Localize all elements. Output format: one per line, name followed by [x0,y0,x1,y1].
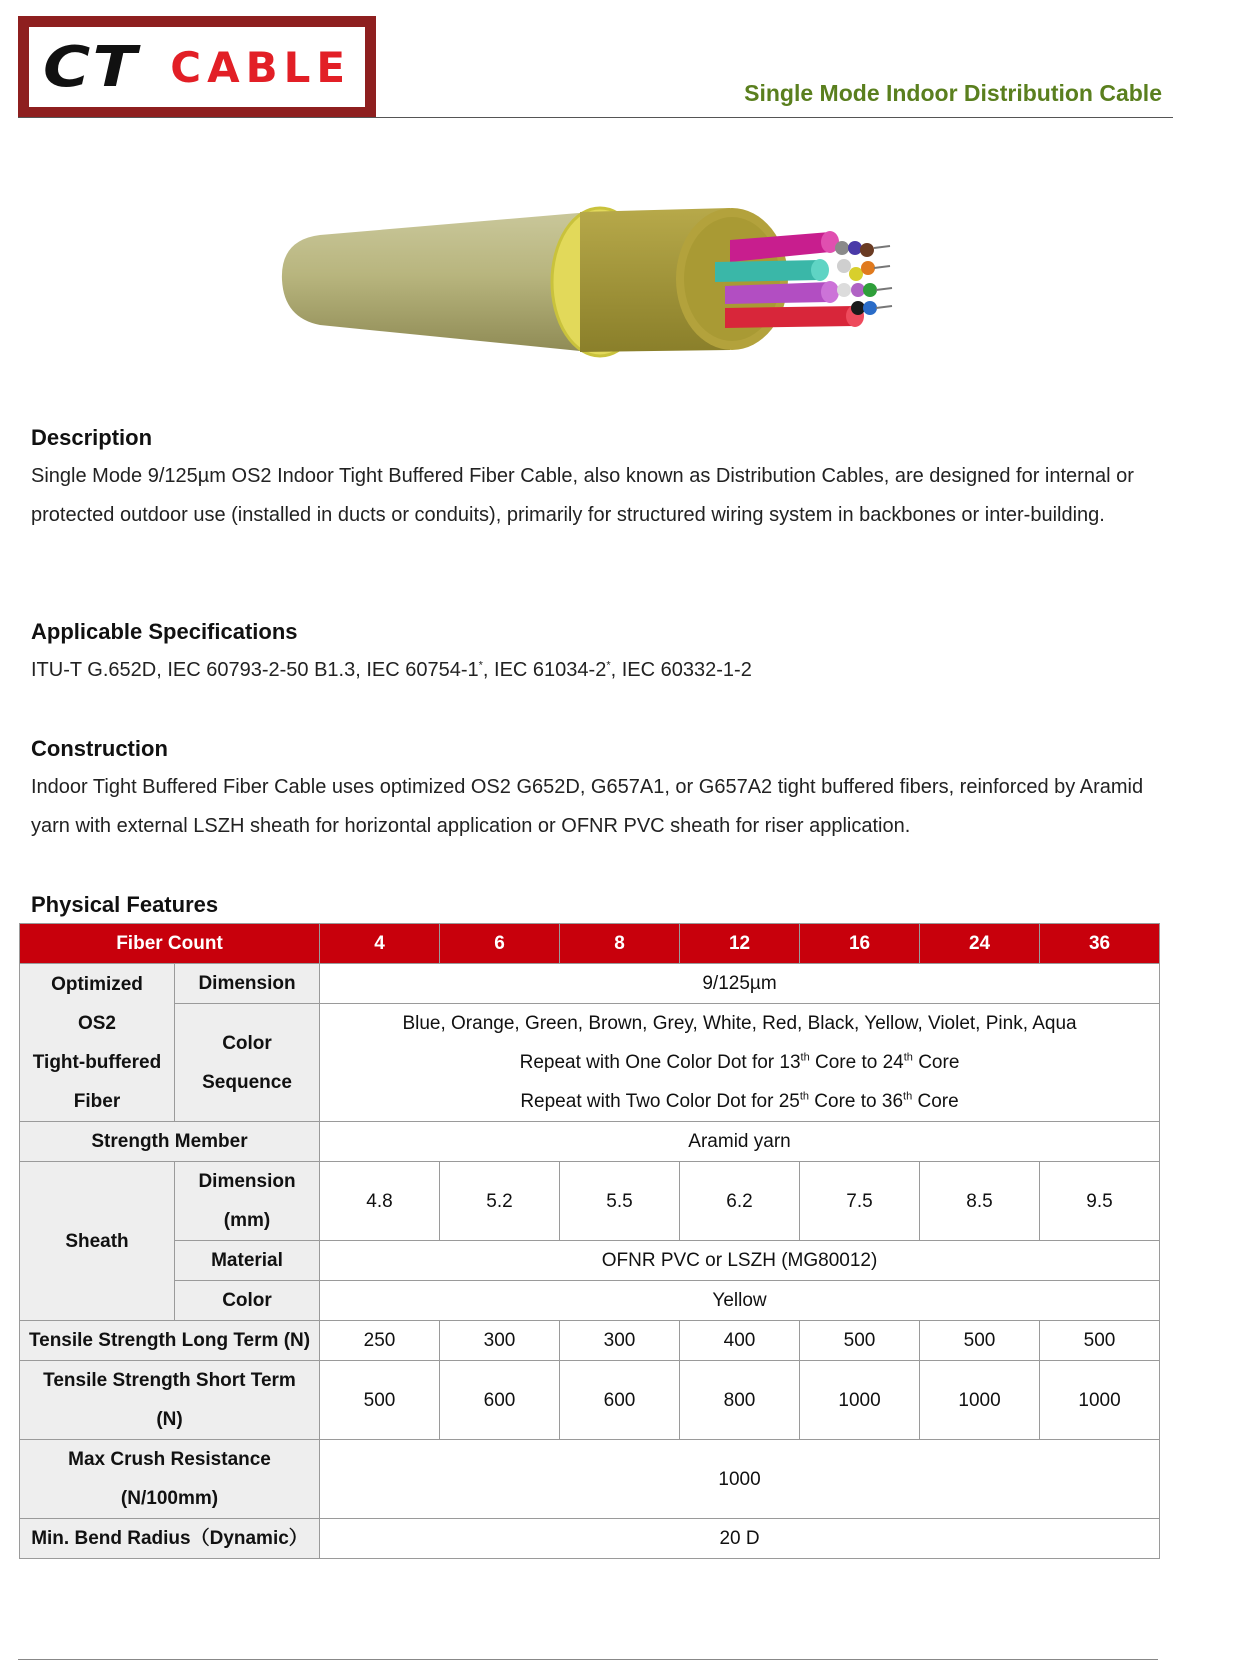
fiber-count-cell: 36 [1040,924,1160,964]
sheath-color-label: Color [175,1281,320,1321]
logo-ct-text: CT [43,34,139,100]
table-row [20,1241,1160,1281]
table-row [20,1519,1160,1559]
fiber-count-cell: 16 [800,924,920,964]
material-label: Material [175,1241,320,1281]
tensile-short-label [20,1361,320,1440]
tensile-short-label-line: Tensile Strength Short Term [43,1370,296,1391]
physical-features-heading: Physical Features [31,892,219,917]
construction-text: Indoor Tight Buffered Fiber Cable uses optimized OS2 G652D, G657A1, or G657A2 tight buffered fibers, reinforced by Aramid yarn with external LSZH sheath for horizontal application or OFNR PVC sheath for riser application. [31,776,1144,837]
text-part: Core [912,1052,960,1073]
sheath-dimension-cell: 7.5 [800,1162,920,1241]
logo-cable-text: CABLE [170,42,352,92]
fiber-group-line: OS2 [77,1012,117,1034]
specifications-heading: Applicable Specifications [31,619,298,644]
ordinal-suffix: th [799,1090,810,1103]
color-sequence-line [320,1043,1159,1082]
tensile-short-cell: 1000 [800,1361,920,1440]
sheath-label: Sheath [20,1162,175,1321]
table-row [20,964,1160,1004]
strength-member-label: Strength Member [20,1122,320,1162]
text-part: Repeat with One Color Dot for 13 [519,1052,801,1073]
sheath-dimension-cell: 5.5 [560,1162,680,1241]
sheath-dimension-label-line: (mm) [223,1210,271,1231]
tensile-short-cell: 800 [680,1361,800,1440]
ordinal-suffix: th [903,1051,913,1064]
fiber-group-label [20,964,175,1122]
sheath-dimension-cell: 8.5 [920,1162,1040,1241]
crush-resistance-value: 1000 [320,1440,1160,1519]
footer-divider [18,1659,1158,1660]
text-part: Core to 36 [809,1091,904,1112]
sheath-dimension-cell: 9.5 [1040,1162,1160,1241]
ordinal-suffix: th [903,1090,913,1103]
table-row [20,1162,1160,1241]
bend-radius-value: 20 D [320,1519,1160,1559]
fiber-dimension-label: Dimension [175,964,320,1004]
fiber-group-line: Fiber [73,1090,121,1112]
material-value: OFNR PVC or LSZH (MG80012) [320,1241,1160,1281]
table-header-row [20,924,1160,964]
tensile-long-cell: 500 [1040,1321,1160,1361]
physical-features-table [19,923,1160,1559]
text-part: Core to 24 [809,1052,904,1073]
fiber-group-line: Optimized [51,973,143,995]
crush-resistance-label [20,1440,320,1519]
tensile-short-cell: 1000 [920,1361,1040,1440]
fiber-count-cell: 6 [440,924,560,964]
crush-resistance-label-line: (N/100mm) [120,1488,219,1509]
color-sequence-value [320,1004,1160,1122]
spec-part-2: , IEC 61034-2 [482,659,607,681]
sheath-dimension-cell: 4.8 [320,1162,440,1241]
header-divider [18,117,1173,118]
color-sequence-line: Blue, Orange, Green, Brown, Grey, White, Red, Black, Yellow, Violet, Pink, Aqua [402,1013,1077,1034]
color-sequence-label-line: Color [222,1032,272,1054]
table-row [20,1122,1160,1162]
construction-heading: Construction [31,736,168,761]
text-part: Core [912,1091,959,1112]
tensile-short-cell: 600 [440,1361,560,1440]
spec-footnote-2: * [606,659,611,672]
tensile-long-cell: 300 [440,1321,560,1361]
document-title: Single Mode Indoor Distribution Cable [744,80,1162,106]
fiber-group-line: Tight-buffered [32,1051,162,1073]
fiber-count-cell: 24 [920,924,1040,964]
tensile-long-label: Tensile Strength Long Term (N) [20,1321,320,1361]
spec-part-1: ITU-T G.652D, IEC 60793-2-50 B1.3, IEC 60754-1 [31,659,479,681]
table-row [20,1321,1160,1361]
color-sequence-line [320,1082,1159,1121]
tensile-long-cell: 500 [800,1321,920,1361]
sheath-dimension-cell: 6.2 [680,1162,800,1241]
sheath-dimension-label-line: Dimension [198,1171,296,1192]
sheath-color-value: Yellow [320,1281,1160,1321]
table-row [20,1361,1160,1440]
tensile-long-cell: 500 [920,1321,1040,1361]
tensile-short-cell: 1000 [1040,1361,1160,1440]
ordinal-suffix: th [800,1051,810,1064]
spec-part-3: , IEC 60332-1-2 [610,659,752,681]
ct-cable-logo [18,16,376,118]
cable-illustration [270,190,910,370]
description-heading: Description [31,425,153,450]
fiber-count-header: Fiber Count [20,924,320,964]
description-text: Single Mode 9/125µm OS2 Indoor Tight Buffered Fiber Cable, also known as Distribution Cables, are designed for internal or protected outdoor use (installed in ducts or conduits), primarily for structured wiring system in backbones or inter-building. [31,465,1134,526]
fiber-count-cell: 4 [320,924,440,964]
tensile-long-cell: 250 [320,1321,440,1361]
color-sequence-label [175,1004,320,1122]
fiber-count-cell: 8 [560,924,680,964]
tensile-short-cell: 500 [320,1361,440,1440]
fiber-count-cell: 12 [680,924,800,964]
tensile-long-cell: 300 [560,1321,680,1361]
sheath-dimension-cell: 5.2 [440,1162,560,1241]
table-row [20,1281,1160,1321]
tensile-long-cell: 400 [680,1321,800,1361]
tensile-short-cell: 600 [560,1361,680,1440]
color-sequence-label-line: Sequence [202,1071,292,1093]
fiber-dimension-value: 9/125µm [320,964,1160,1004]
spec-footnote-1: * [478,659,483,672]
table-row [20,1440,1160,1519]
text-part: Repeat with Two Color Dot for 25 [520,1091,800,1112]
table-row [20,1004,1160,1122]
specifications-text [31,651,1171,690]
tensile-short-label-line: (N) [156,1409,183,1430]
strength-member-value: Aramid yarn [320,1122,1160,1162]
sheath-dimension-label [175,1162,320,1241]
bend-radius-label: Min. Bend Radius（Dynamic） [20,1519,320,1559]
crush-resistance-label-line: Max Crush Resistance [68,1449,271,1470]
